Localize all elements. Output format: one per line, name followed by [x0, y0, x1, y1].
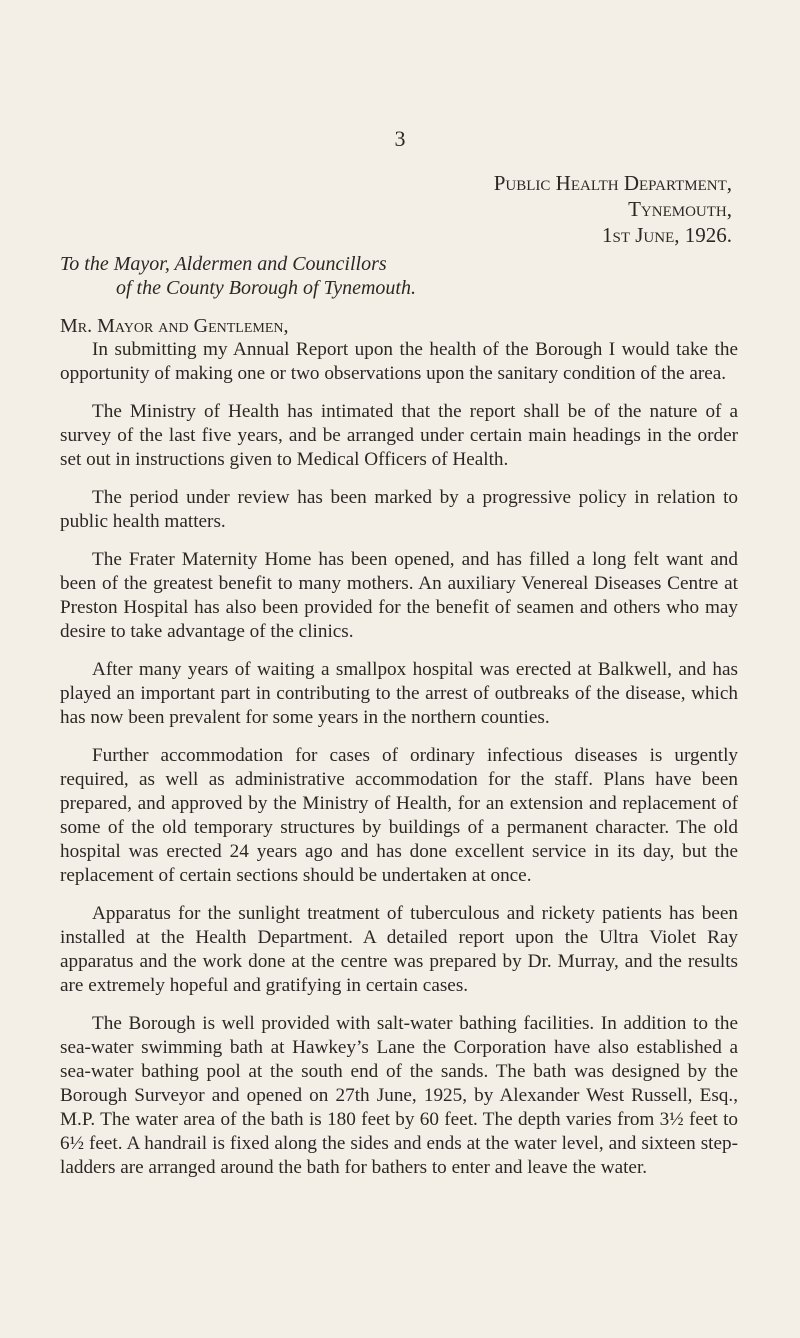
address-department: Public Health Department, [493, 171, 732, 195]
addressee [60, 252, 416, 300]
page-number: 3 [394, 126, 406, 151]
addressee-line-1: To the Mayor, Aldermen and Councillors [60, 253, 387, 275]
letter-body [60, 338, 738, 1194]
addressee-line-2: of the County Borough of Tynemouth. [116, 277, 416, 299]
paragraph: After many years of waiting a smallpox hospital was erected at Balkwell, and has played an important part in contributing to the arrest of outbreaks of the disease, which has now been prevalent for some years in the northern counties. [60, 659, 738, 728]
address-date: 1st June, 1926. [601, 223, 732, 247]
address-town: Tynemouth, [628, 197, 732, 221]
salutation: Mr. Mayor and Gentlemen, [60, 315, 289, 337]
paragraph: In submitting my Annual Report upon the health of the Borough I would take the opportunity of making one or two observations upon the sanitary condition of the area. [60, 339, 738, 384]
paragraph: The Borough is well provided with salt-water bathing facilities. In addition to the sea-water swimming bath at Hawkey’s Lane the Corporation have also established a sea-water bathing pool at the south end of the sands. The bath was designed by the Borough Surveyor and opened on 27th June, 1925, by Alexander West Russell, Esq., M.P. The water area of the bath is 180 feet by 60 feet. The depth varies from 3½ feet to 6½ feet. A handrail is fixed along the sides and ends at the water level, and sixteen step-ladders are arranged around the bath for bathers to enter and leave the water. [60, 1013, 738, 1178]
paragraph: The Frater Maternity Home has been opened, and has filled a long felt want and been of the greatest benefit to many mothers. An auxiliary Venereal Diseases Centre at Preston Hospital has also been provided for the benefit of seamen and others who may desire to take advantage of the clinics. [60, 549, 738, 642]
paragraph: Further accommodation for cases of ordinary infectious diseases is urgently required, as well as administrative accommodation for the staff. Plans have been prepared, and approved by the Ministry of Health, for an extension and replacement of some of the old temporary structures by buildings of a permanent character. The old hospital was erected 24 years ago and has done excellent service in its day, but the replacement of certain sections should be undertaken at once. [60, 745, 738, 886]
sender-address [494, 170, 732, 248]
paragraph: Apparatus for the sunlight treatment of tuberculous and rickety patients has been installed at the Health Department. A detailed report upon the Ultra Violet Ray apparatus and the work done at the centre was prepared by Dr. Murray, and the results are extremely hopeful and gratifying in certain cases. [60, 903, 738, 996]
paragraph: The period under review has been marked by a progressive policy in relation to public health matters. [60, 487, 738, 532]
paragraph: The Ministry of Health has intimated that the report shall be of the nature of a survey of the last five years, and be arranged under certain main headings in the order set out in instructions given to Medical Officers of Health. [60, 401, 738, 470]
